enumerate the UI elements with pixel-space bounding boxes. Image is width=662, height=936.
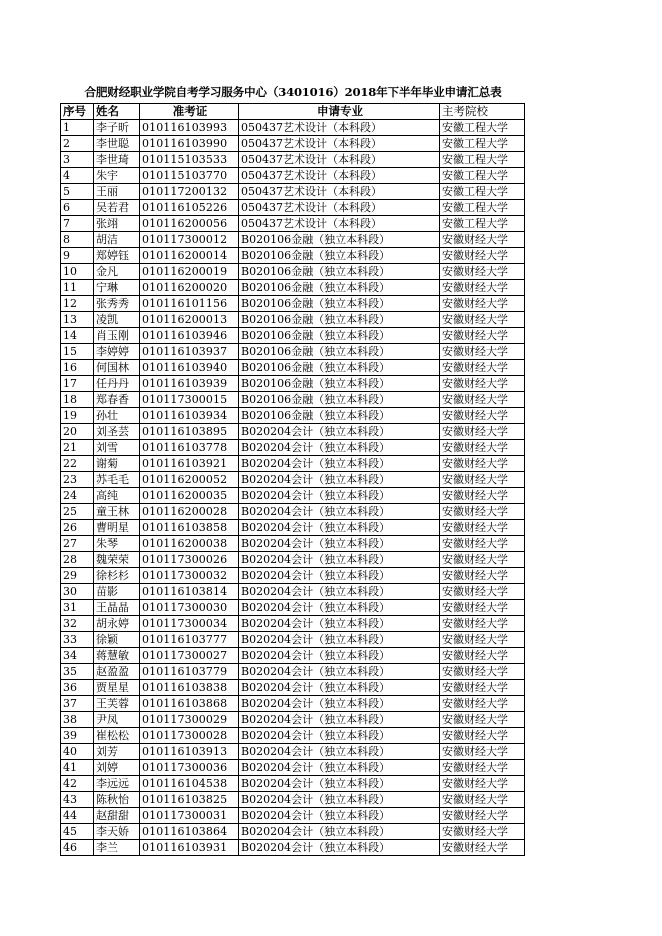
school: 安徽财经大学 bbox=[440, 376, 525, 392]
exam-id: 010117300012 bbox=[140, 232, 239, 248]
exam-id: 010116103895 bbox=[140, 424, 239, 440]
school: 安徽工程大学 bbox=[440, 216, 525, 232]
row-index: 10 bbox=[61, 264, 94, 280]
table-row bbox=[61, 280, 525, 296]
school: 安徽工程大学 bbox=[440, 184, 525, 200]
row-index: 37 bbox=[61, 696, 94, 712]
exam-id: 010117300031 bbox=[140, 808, 239, 824]
exam-id: 010116103814 bbox=[140, 584, 239, 600]
table-row bbox=[61, 392, 525, 408]
major: B020204会计（独立本科段） bbox=[239, 840, 440, 856]
major: B020204会计（独立本科段） bbox=[239, 616, 440, 632]
student-name: 李远远 bbox=[94, 776, 140, 792]
student-name: 李世聪 bbox=[94, 136, 140, 152]
exam-id: 010116103939 bbox=[140, 376, 239, 392]
table-row bbox=[61, 360, 525, 376]
school: 安徽财经大学 bbox=[440, 504, 525, 520]
student-name: 宁琳 bbox=[94, 280, 140, 296]
school: 安徽财经大学 bbox=[440, 680, 525, 696]
student-name: 童王林 bbox=[94, 504, 140, 520]
student-name: 徐杉杉 bbox=[94, 568, 140, 584]
row-index: 21 bbox=[61, 440, 94, 456]
row-index: 31 bbox=[61, 600, 94, 616]
student-name: 赵盈盈 bbox=[94, 664, 140, 680]
exam-id: 010117300026 bbox=[140, 552, 239, 568]
table-row bbox=[61, 312, 525, 328]
row-index: 22 bbox=[61, 456, 94, 472]
exam-id: 010116105226 bbox=[140, 200, 239, 216]
major: B020204会计（独立本科段） bbox=[239, 680, 440, 696]
header-name: 姓名 bbox=[94, 104, 140, 120]
school: 安徽财经大学 bbox=[440, 808, 525, 824]
row-index: 12 bbox=[61, 296, 94, 312]
school: 安徽财经大学 bbox=[440, 840, 525, 856]
exam-id: 010116101156 bbox=[140, 296, 239, 312]
row-index: 32 bbox=[61, 616, 94, 632]
row-index: 36 bbox=[61, 680, 94, 696]
major: B020106金融（独立本科段） bbox=[239, 328, 440, 344]
row-index: 13 bbox=[61, 312, 94, 328]
student-name: 苗影 bbox=[94, 584, 140, 600]
table-row bbox=[61, 712, 525, 728]
table-row bbox=[61, 472, 525, 488]
student-name: 胡永婷 bbox=[94, 616, 140, 632]
student-name: 贾星星 bbox=[94, 680, 140, 696]
exam-id: 010117300029 bbox=[140, 712, 239, 728]
exam-id: 010117300036 bbox=[140, 760, 239, 776]
table-row bbox=[61, 424, 525, 440]
row-index: 1 bbox=[61, 120, 94, 136]
school: 安徽工程大学 bbox=[440, 152, 525, 168]
school: 安徽财经大学 bbox=[440, 344, 525, 360]
table-row bbox=[61, 584, 525, 600]
table-row bbox=[61, 632, 525, 648]
table-row bbox=[61, 504, 525, 520]
row-index: 5 bbox=[61, 184, 94, 200]
major: 050437艺术设计（本科段） bbox=[239, 168, 440, 184]
student-name: 李婷婷 bbox=[94, 344, 140, 360]
table-row bbox=[61, 376, 525, 392]
table-row bbox=[61, 456, 525, 472]
exam-id: 010116103868 bbox=[140, 696, 239, 712]
student-name: 王晶晶 bbox=[94, 600, 140, 616]
header-exam-id: 准考证 bbox=[140, 104, 239, 120]
row-index: 15 bbox=[61, 344, 94, 360]
major: B020204会计（独立本科段） bbox=[239, 552, 440, 568]
school: 安徽财经大学 bbox=[440, 552, 525, 568]
exam-id: 010116103778 bbox=[140, 440, 239, 456]
major: B020204会计（独立本科段） bbox=[239, 424, 440, 440]
student-name: 张秀秀 bbox=[94, 296, 140, 312]
exam-id: 010116103864 bbox=[140, 824, 239, 840]
exam-id: 010117300028 bbox=[140, 728, 239, 744]
major: B020204会计（独立本科段） bbox=[239, 728, 440, 744]
major: B020204会计（独立本科段） bbox=[239, 568, 440, 584]
student-name: 朱宇 bbox=[94, 168, 140, 184]
exam-id: 010116103838 bbox=[140, 680, 239, 696]
school: 安徽财经大学 bbox=[440, 440, 525, 456]
major: B020204会计（独立本科段） bbox=[239, 488, 440, 504]
major: B020204会计（独立本科段） bbox=[239, 776, 440, 792]
student-name: 徐颖 bbox=[94, 632, 140, 648]
school: 安徽财经大学 bbox=[440, 632, 525, 648]
row-index: 35 bbox=[61, 664, 94, 680]
row-index: 16 bbox=[61, 360, 94, 376]
exam-id: 010116103937 bbox=[140, 344, 239, 360]
major: B020204会计（独立本科段） bbox=[239, 712, 440, 728]
student-name: 曹明星 bbox=[94, 520, 140, 536]
major: B020106金融（独立本科段） bbox=[239, 296, 440, 312]
student-name: 蒋慧敏 bbox=[94, 648, 140, 664]
student-name: 谢菊 bbox=[94, 456, 140, 472]
row-index: 38 bbox=[61, 712, 94, 728]
table-body bbox=[61, 120, 525, 856]
school: 安徽财经大学 bbox=[440, 408, 525, 424]
table-row bbox=[61, 776, 525, 792]
major: 050437艺术设计（本科段） bbox=[239, 184, 440, 200]
row-index: 29 bbox=[61, 568, 94, 584]
row-index: 2 bbox=[61, 136, 94, 152]
table-row bbox=[61, 760, 525, 776]
document-title: 合肥财经职业学院自考学习服务中心（3401016）2018年下半年毕业申请汇总表 bbox=[84, 85, 502, 99]
major: B020204会计（独立本科段） bbox=[239, 760, 440, 776]
student-name: 任丹丹 bbox=[94, 376, 140, 392]
student-name: 胡洁 bbox=[94, 232, 140, 248]
student-name: 苏毛毛 bbox=[94, 472, 140, 488]
school: 安徽财经大学 bbox=[440, 296, 525, 312]
school: 安徽财经大学 bbox=[440, 456, 525, 472]
table-row bbox=[61, 248, 525, 264]
table-row bbox=[61, 408, 525, 424]
exam-id: 010116200028 bbox=[140, 504, 239, 520]
major: B020204会计（独立本科段） bbox=[239, 600, 440, 616]
exam-id: 010116103940 bbox=[140, 360, 239, 376]
school: 安徽工程大学 bbox=[440, 168, 525, 184]
table-row bbox=[61, 840, 525, 856]
student-name: 魏荣荣 bbox=[94, 552, 140, 568]
student-name: 何国林 bbox=[94, 360, 140, 376]
major: B020204会计（独立本科段） bbox=[239, 824, 440, 840]
exam-id: 010116103825 bbox=[140, 792, 239, 808]
school: 安徽财经大学 bbox=[440, 264, 525, 280]
student-name: 李兰 bbox=[94, 840, 140, 856]
table-row bbox=[61, 792, 525, 808]
exam-id: 010116103946 bbox=[140, 328, 239, 344]
exam-id: 010116103931 bbox=[140, 840, 239, 856]
table-row bbox=[61, 824, 525, 840]
major: B020204会计（独立本科段） bbox=[239, 536, 440, 552]
school: 安徽财经大学 bbox=[440, 520, 525, 536]
student-name: 李子昕 bbox=[94, 120, 140, 136]
major: B020204会计（独立本科段） bbox=[239, 808, 440, 824]
exam-id: 010116103990 bbox=[140, 136, 239, 152]
school: 安徽财经大学 bbox=[440, 312, 525, 328]
major: B020204会计（独立本科段） bbox=[239, 664, 440, 680]
exam-id: 010116200020 bbox=[140, 280, 239, 296]
school: 安徽财经大学 bbox=[440, 424, 525, 440]
major: B020204会计（独立本科段） bbox=[239, 584, 440, 600]
school: 安徽财经大学 bbox=[440, 648, 525, 664]
student-name: 金凡 bbox=[94, 264, 140, 280]
student-name: 吴若君 bbox=[94, 200, 140, 216]
school: 安徽财经大学 bbox=[440, 616, 525, 632]
exam-id: 010116103777 bbox=[140, 632, 239, 648]
student-name: 刘雪 bbox=[94, 440, 140, 456]
school: 安徽财经大学 bbox=[440, 664, 525, 680]
exam-id: 010117300027 bbox=[140, 648, 239, 664]
major: B020106金融（独立本科段） bbox=[239, 312, 440, 328]
table-row bbox=[61, 680, 525, 696]
row-index: 30 bbox=[61, 584, 94, 600]
table-row bbox=[61, 520, 525, 536]
table-row bbox=[61, 296, 525, 312]
exam-id: 010115103770 bbox=[140, 168, 239, 184]
school: 安徽财经大学 bbox=[440, 280, 525, 296]
header-index: 序号 bbox=[61, 104, 94, 120]
school: 安徽财经大学 bbox=[440, 776, 525, 792]
table-row bbox=[61, 600, 525, 616]
table-row bbox=[61, 744, 525, 760]
major: B020106金融（独立本科段） bbox=[239, 408, 440, 424]
row-index: 41 bbox=[61, 760, 94, 776]
student-name: 张翊 bbox=[94, 216, 140, 232]
header-major: 申请专业 bbox=[239, 104, 440, 120]
student-name: 朱琴 bbox=[94, 536, 140, 552]
table-row bbox=[61, 568, 525, 584]
row-index: 11 bbox=[61, 280, 94, 296]
exam-id: 010116103779 bbox=[140, 664, 239, 680]
school: 安徽财经大学 bbox=[440, 760, 525, 776]
table-row bbox=[61, 216, 525, 232]
table-row bbox=[61, 696, 525, 712]
row-index: 40 bbox=[61, 744, 94, 760]
major: B020106金融（独立本科段） bbox=[239, 376, 440, 392]
row-index: 9 bbox=[61, 248, 94, 264]
school: 安徽工程大学 bbox=[440, 120, 525, 136]
row-index: 14 bbox=[61, 328, 94, 344]
row-index: 46 bbox=[61, 840, 94, 856]
school: 安徽财经大学 bbox=[440, 712, 525, 728]
school: 安徽财经大学 bbox=[440, 584, 525, 600]
exam-id: 010117300034 bbox=[140, 616, 239, 632]
school: 安徽财经大学 bbox=[440, 696, 525, 712]
row-index: 28 bbox=[61, 552, 94, 568]
exam-id: 010116200052 bbox=[140, 472, 239, 488]
school: 安徽财经大学 bbox=[440, 232, 525, 248]
row-index: 7 bbox=[61, 216, 94, 232]
student-name: 崔松松 bbox=[94, 728, 140, 744]
table-row bbox=[61, 344, 525, 360]
row-index: 4 bbox=[61, 168, 94, 184]
table-row bbox=[61, 232, 525, 248]
major: 050437艺术设计（本科段） bbox=[239, 136, 440, 152]
exam-id: 010117300030 bbox=[140, 600, 239, 616]
row-index: 45 bbox=[61, 824, 94, 840]
row-index: 23 bbox=[61, 472, 94, 488]
major: B020106金融（独立本科段） bbox=[239, 360, 440, 376]
major: B020106金融（独立本科段） bbox=[239, 344, 440, 360]
exam-id: 010116200038 bbox=[140, 536, 239, 552]
school: 安徽财经大学 bbox=[440, 744, 525, 760]
table-row bbox=[61, 552, 525, 568]
student-name: 高纯 bbox=[94, 488, 140, 504]
student-name: 郑婷钰 bbox=[94, 248, 140, 264]
row-index: 27 bbox=[61, 536, 94, 552]
major: B020204会计（独立本科段） bbox=[239, 440, 440, 456]
exam-id: 010116103993 bbox=[140, 120, 239, 136]
student-name: 尹凤 bbox=[94, 712, 140, 728]
row-index: 19 bbox=[61, 408, 94, 424]
major: B020204会计（独立本科段） bbox=[239, 696, 440, 712]
table-row bbox=[61, 328, 525, 344]
school: 安徽财经大学 bbox=[440, 328, 525, 344]
major: 050437艺术设计（本科段） bbox=[239, 216, 440, 232]
table-row bbox=[61, 728, 525, 744]
row-index: 6 bbox=[61, 200, 94, 216]
table-row bbox=[61, 168, 525, 184]
row-index: 20 bbox=[61, 424, 94, 440]
exam-id: 010117200132 bbox=[140, 184, 239, 200]
graduation-application-table bbox=[60, 103, 525, 856]
major: B020106金融（独立本科段） bbox=[239, 264, 440, 280]
row-index: 8 bbox=[61, 232, 94, 248]
table-row bbox=[61, 616, 525, 632]
major: 050437艺术设计（本科段） bbox=[239, 152, 440, 168]
major: B020204会计（独立本科段） bbox=[239, 520, 440, 536]
student-name: 王芙蓉 bbox=[94, 696, 140, 712]
table-row bbox=[61, 152, 525, 168]
school: 安徽财经大学 bbox=[440, 792, 525, 808]
table-row bbox=[61, 264, 525, 280]
exam-id: 010116104538 bbox=[140, 776, 239, 792]
row-index: 24 bbox=[61, 488, 94, 504]
school: 安徽财经大学 bbox=[440, 600, 525, 616]
major: B020204会计（独立本科段） bbox=[239, 632, 440, 648]
table-row bbox=[61, 200, 525, 216]
row-index: 25 bbox=[61, 504, 94, 520]
school: 安徽财经大学 bbox=[440, 488, 525, 504]
school: 安徽工程大学 bbox=[440, 200, 525, 216]
school: 安徽财经大学 bbox=[440, 568, 525, 584]
exam-id: 010116103934 bbox=[140, 408, 239, 424]
exam-id: 010117300015 bbox=[140, 392, 239, 408]
exam-id: 010117300032 bbox=[140, 568, 239, 584]
table-row bbox=[61, 184, 525, 200]
table-header-row bbox=[61, 104, 525, 120]
school: 安徽财经大学 bbox=[440, 824, 525, 840]
student-name: 赵甜甜 bbox=[94, 808, 140, 824]
exam-id: 010116103858 bbox=[140, 520, 239, 536]
school: 安徽财经大学 bbox=[440, 536, 525, 552]
table-row bbox=[61, 120, 525, 136]
student-name: 孙壮 bbox=[94, 408, 140, 424]
row-index: 43 bbox=[61, 792, 94, 808]
major: 050437艺术设计（本科段） bbox=[239, 200, 440, 216]
row-index: 44 bbox=[61, 808, 94, 824]
row-index: 39 bbox=[61, 728, 94, 744]
row-index: 42 bbox=[61, 776, 94, 792]
table-row bbox=[61, 488, 525, 504]
student-name: 刘婷 bbox=[94, 760, 140, 776]
student-name: 刘圣芸 bbox=[94, 424, 140, 440]
exam-id: 010115103533 bbox=[140, 152, 239, 168]
school: 安徽财经大学 bbox=[440, 472, 525, 488]
major: B020204会计（独立本科段） bbox=[239, 472, 440, 488]
header-school: 主考院校 bbox=[440, 104, 525, 120]
major: B020106金融（独立本科段） bbox=[239, 280, 440, 296]
table-row bbox=[61, 664, 525, 680]
school: 安徽工程大学 bbox=[440, 136, 525, 152]
school: 安徽财经大学 bbox=[440, 248, 525, 264]
major: B020106金融（独立本科段） bbox=[239, 232, 440, 248]
student-name: 刘芳 bbox=[94, 744, 140, 760]
major: B020204会计（独立本科段） bbox=[239, 744, 440, 760]
student-name: 郑春香 bbox=[94, 392, 140, 408]
table-row bbox=[61, 648, 525, 664]
exam-id: 010116200014 bbox=[140, 248, 239, 264]
major: B020204会计（独立本科段） bbox=[239, 792, 440, 808]
exam-id: 010116200056 bbox=[140, 216, 239, 232]
major: B020204会计（独立本科段） bbox=[239, 456, 440, 472]
major: B020204会计（独立本科段） bbox=[239, 648, 440, 664]
row-index: 26 bbox=[61, 520, 94, 536]
row-index: 33 bbox=[61, 632, 94, 648]
exam-id: 010116200035 bbox=[140, 488, 239, 504]
major: 050437艺术设计（本科段） bbox=[239, 120, 440, 136]
school: 安徽财经大学 bbox=[440, 728, 525, 744]
row-index: 3 bbox=[61, 152, 94, 168]
student-name: 肖玉刚 bbox=[94, 328, 140, 344]
exam-id: 010116200019 bbox=[140, 264, 239, 280]
table-row bbox=[61, 136, 525, 152]
student-name: 王丽 bbox=[94, 184, 140, 200]
table-row bbox=[61, 808, 525, 824]
row-index: 17 bbox=[61, 376, 94, 392]
major: B020106金融（独立本科段） bbox=[239, 248, 440, 264]
school: 安徽财经大学 bbox=[440, 360, 525, 376]
row-index: 34 bbox=[61, 648, 94, 664]
student-name: 李天娇 bbox=[94, 824, 140, 840]
school: 安徽财经大学 bbox=[440, 392, 525, 408]
student-name: 李世琦 bbox=[94, 152, 140, 168]
exam-id: 010116103921 bbox=[140, 456, 239, 472]
row-index: 18 bbox=[61, 392, 94, 408]
major: B020106金融（独立本科段） bbox=[239, 392, 440, 408]
table-row bbox=[61, 440, 525, 456]
major: B020204会计（独立本科段） bbox=[239, 504, 440, 520]
table-row bbox=[61, 536, 525, 552]
student-name: 陈秋怡 bbox=[94, 792, 140, 808]
exam-id: 010116200013 bbox=[140, 312, 239, 328]
exam-id: 010116103913 bbox=[140, 744, 239, 760]
student-name: 凌凯 bbox=[94, 312, 140, 328]
